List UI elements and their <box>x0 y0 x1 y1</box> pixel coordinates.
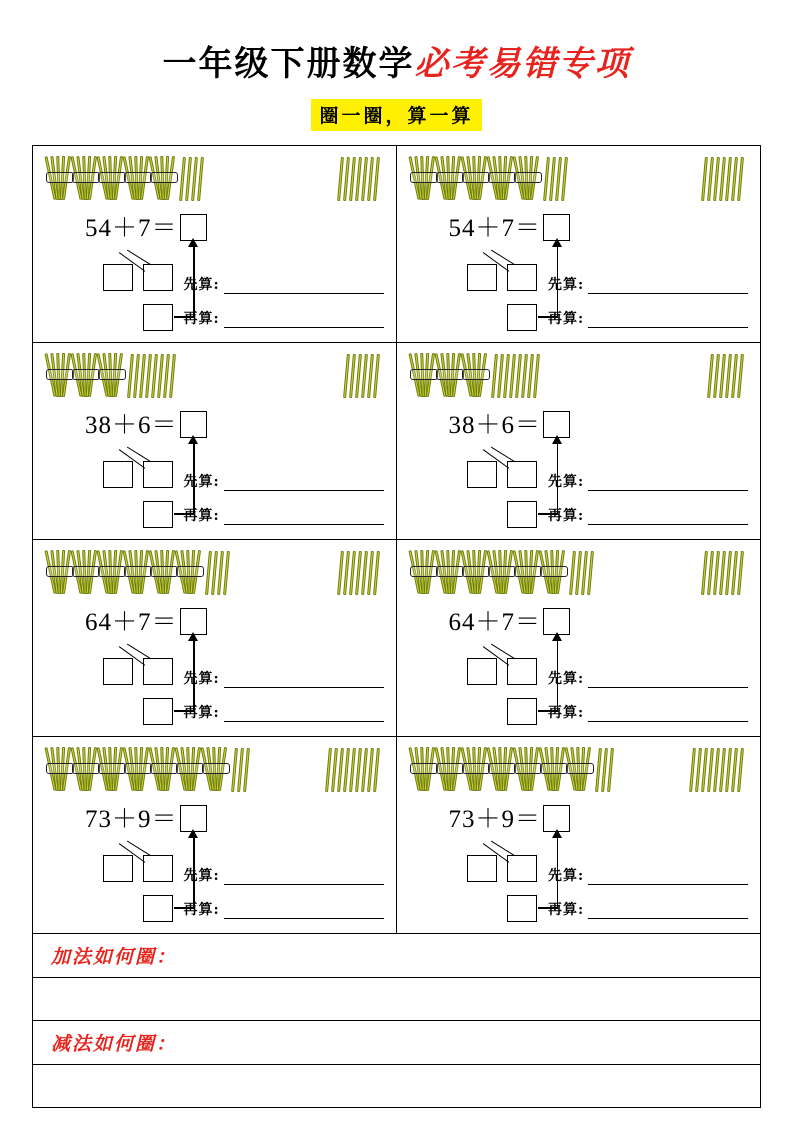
loose-sticks-near <box>207 551 228 595</box>
stick-bundle <box>99 747 124 793</box>
stick-bundle <box>47 353 72 399</box>
stick-bundle <box>177 747 202 793</box>
first-step-label: 先算: <box>548 277 585 293</box>
answer-blanks-3 <box>184 471 384 527</box>
decomp-box-bottom[interactable] <box>507 895 537 922</box>
stick-bundle <box>99 550 124 596</box>
first-step-label: 先算: <box>183 277 220 293</box>
stick-bundle <box>541 550 566 596</box>
decomp-box-bottom[interactable] <box>507 698 537 725</box>
first-step-label: 先算: <box>548 474 585 490</box>
loose-sticks-far <box>691 748 742 792</box>
bundle-group <box>411 353 488 399</box>
bundle-group <box>411 156 540 202</box>
first-step-line <box>548 274 748 294</box>
decomp-box-left[interactable] <box>103 264 133 291</box>
decomp-box-bottom[interactable] <box>143 698 173 725</box>
second-step-label: 再算: <box>183 508 220 524</box>
second-step-input[interactable] <box>588 904 748 919</box>
stick-bundle <box>437 550 462 596</box>
stick-bundle <box>151 747 176 793</box>
second-step-line <box>548 505 748 525</box>
loose-sticks-near <box>129 354 174 398</box>
second-step-label: 再算: <box>548 705 585 721</box>
decomp-box-right[interactable] <box>507 855 537 882</box>
stick-bundle <box>463 550 488 596</box>
sticks-illustration-7 <box>47 745 386 797</box>
equation-text: 64＋7＝ <box>85 609 178 636</box>
answer-blanks-6 <box>548 668 748 724</box>
stick-bundle <box>151 550 176 596</box>
second-step-line <box>548 702 748 722</box>
answer-box[interactable] <box>543 214 570 241</box>
sticks-illustration-8 <box>411 745 751 797</box>
second-step-input[interactable] <box>588 707 748 722</box>
subtitle-area <box>0 99 793 131</box>
stick-bundle <box>489 156 514 202</box>
question-block-subtraction <box>33 1021 760 1107</box>
stick-bundle <box>411 550 436 596</box>
sticks-illustration-4 <box>411 351 751 403</box>
bundle-group <box>47 353 124 399</box>
stick-bundle <box>47 747 72 793</box>
stick-bundle <box>411 747 436 793</box>
first-step-input[interactable] <box>588 870 748 885</box>
stick-bundle <box>541 747 566 793</box>
problem-row <box>33 343 760 540</box>
decomp-box-bottom[interactable] <box>143 501 173 528</box>
decomp-box-left[interactable] <box>467 658 497 685</box>
second-step-label: 再算: <box>548 902 585 918</box>
loose-sticks-far <box>345 354 378 398</box>
question-label-row <box>33 1021 760 1065</box>
decomp-box-left[interactable] <box>467 264 497 291</box>
second-step-line <box>548 308 748 328</box>
answer-box[interactable] <box>180 214 207 241</box>
first-step-line <box>548 668 748 688</box>
decomp-box-right[interactable] <box>143 461 173 488</box>
equation-text: 73＋9＝ <box>448 806 542 833</box>
problem-cell-2 <box>397 146 761 342</box>
decomp-box-left[interactable] <box>467 855 497 882</box>
loose-sticks-far <box>703 157 742 201</box>
first-step-label: 先算: <box>548 671 585 687</box>
stick-bundle <box>463 353 488 399</box>
equation-text: 54＋7＝ <box>85 215 178 242</box>
problem-cell-6 <box>397 540 761 736</box>
stick-bundle <box>463 156 488 202</box>
first-step-input[interactable] <box>224 870 384 885</box>
first-step-line <box>184 865 384 885</box>
second-step-input[interactable] <box>224 510 384 525</box>
problem-cell-8 <box>397 737 761 933</box>
second-step-line <box>184 308 384 328</box>
first-step-input[interactable] <box>588 279 748 294</box>
problem-row <box>33 540 760 737</box>
answer-box[interactable] <box>543 805 570 832</box>
stick-bundle <box>177 550 202 596</box>
stick-bundle <box>515 550 540 596</box>
stick-bundle <box>411 353 436 399</box>
stick-bundle <box>47 550 72 596</box>
answer-box[interactable] <box>180 411 207 438</box>
equation-text: 73＋9＝ <box>85 806 178 833</box>
first-step-input[interactable] <box>224 673 384 688</box>
second-step-label: 再算: <box>183 311 220 327</box>
stick-bundle <box>463 747 488 793</box>
second-step-label: 再算: <box>548 311 585 327</box>
second-step-line <box>184 702 384 722</box>
problem-row <box>33 146 760 343</box>
title-red-part: 必考易错专项 <box>414 44 631 84</box>
answer-blanks-5 <box>184 668 384 724</box>
first-step-input[interactable] <box>224 279 384 294</box>
page-title <box>0 36 793 85</box>
second-step-label: 再算: <box>548 508 585 524</box>
decomp-box-right[interactable] <box>507 658 537 685</box>
problem-cell-5 <box>33 540 397 736</box>
first-step-line <box>184 471 384 491</box>
problem-cell-1 <box>33 146 397 342</box>
answer-blanks-1 <box>184 274 384 330</box>
stick-bundle <box>125 747 150 793</box>
first-step-label: 先算: <box>183 868 220 884</box>
loose-sticks-far <box>703 551 742 595</box>
stick-bundle <box>437 353 462 399</box>
bundle-group <box>411 747 592 793</box>
decomp-box-right[interactable] <box>143 855 173 882</box>
problem-grid <box>32 145 761 1108</box>
stick-bundle <box>73 550 98 596</box>
decomp-box-bottom[interactable] <box>143 304 173 331</box>
answer-box[interactable] <box>180 608 207 635</box>
problem-cell-3 <box>33 343 397 539</box>
stick-bundle <box>489 747 514 793</box>
equation-text: 64＋7＝ <box>448 609 542 636</box>
loose-sticks-far <box>339 551 378 595</box>
loose-sticks-near <box>545 157 566 201</box>
problem-cell-4 <box>397 343 761 539</box>
answer-blanks-8 <box>548 865 748 921</box>
stick-bundle <box>515 156 540 202</box>
bundle-group <box>47 156 176 202</box>
equation-text: 38＋6＝ <box>448 412 542 439</box>
question-label-row <box>33 934 760 978</box>
decomp-box-left[interactable] <box>103 855 133 882</box>
answer-blanks-2 <box>548 274 748 330</box>
first-step-input[interactable] <box>224 476 384 491</box>
loose-sticks-near <box>571 551 592 595</box>
stick-bundle <box>567 747 592 793</box>
question-answer-subtraction[interactable] <box>33 1065 760 1107</box>
second-step-input[interactable] <box>224 707 384 722</box>
problem-cell-7 <box>33 737 397 933</box>
loose-sticks-far <box>709 354 742 398</box>
stick-bundle <box>73 747 98 793</box>
decomp-box-left[interactable] <box>103 658 133 685</box>
stick-bundle <box>73 156 98 202</box>
decomp-box-right[interactable] <box>143 264 173 291</box>
sticks-illustration-6 <box>411 548 751 600</box>
answer-blanks-7 <box>184 865 384 921</box>
stick-bundle <box>47 156 72 202</box>
stick-bundle <box>203 747 228 793</box>
decomp-box-bottom[interactable] <box>507 501 537 528</box>
decomp-box-bottom[interactable] <box>143 895 173 922</box>
stick-bundle <box>437 156 462 202</box>
section-subtitle: 圈一圈，算一算 <box>311 99 481 131</box>
loose-sticks-near <box>493 354 538 398</box>
second-step-label: 再算: <box>183 705 220 721</box>
second-step-input[interactable] <box>588 510 748 525</box>
stick-bundle <box>125 550 150 596</box>
problem-row <box>33 737 760 934</box>
second-step-line <box>184 505 384 525</box>
first-step-label: 先算: <box>183 474 220 490</box>
question-answer-addition[interactable] <box>33 978 760 1020</box>
loose-sticks-far <box>339 157 378 201</box>
second-step-input[interactable] <box>224 313 384 328</box>
loose-sticks-near <box>181 157 202 201</box>
second-step-input[interactable] <box>224 904 384 919</box>
first-step-label: 先算: <box>183 671 220 687</box>
sticks-illustration-2 <box>411 154 751 206</box>
loose-sticks-near <box>597 748 612 792</box>
question-label-subtraction: 减法如何圈： <box>51 1033 178 1055</box>
stick-bundle <box>411 156 436 202</box>
answer-blanks-4 <box>548 471 748 527</box>
decomp-box-left[interactable] <box>467 461 497 488</box>
title-area <box>0 0 793 85</box>
stick-bundle <box>437 747 462 793</box>
equation-text: 54＋7＝ <box>448 215 542 242</box>
equation-text: 38＋6＝ <box>85 412 178 439</box>
decomp-box-right[interactable] <box>507 461 537 488</box>
stick-bundle <box>489 550 514 596</box>
stick-bundle <box>99 353 124 399</box>
decomp-box-right[interactable] <box>143 658 173 685</box>
second-step-label: 再算: <box>183 902 220 918</box>
stick-bundle <box>73 353 98 399</box>
answer-box[interactable] <box>543 411 570 438</box>
decomp-box-right[interactable] <box>507 264 537 291</box>
first-step-line <box>548 865 748 885</box>
answer-box[interactable] <box>543 608 570 635</box>
sticks-illustration-1 <box>47 154 386 206</box>
stick-bundle <box>125 156 150 202</box>
bundle-group <box>47 747 228 793</box>
bundle-group <box>411 550 566 596</box>
sticks-illustration-3 <box>47 351 386 403</box>
first-step-input[interactable] <box>588 476 748 491</box>
second-step-line <box>184 899 384 919</box>
stick-bundle <box>515 747 540 793</box>
first-step-line <box>184 274 384 294</box>
stick-bundle <box>151 156 176 202</box>
question-block-addition <box>33 934 760 1021</box>
decomp-box-left[interactable] <box>103 461 133 488</box>
first-step-input[interactable] <box>588 673 748 688</box>
second-step-line <box>548 899 748 919</box>
loose-sticks-near <box>233 748 248 792</box>
first-step-line <box>548 471 748 491</box>
second-step-input[interactable] <box>588 313 748 328</box>
loose-sticks-far <box>327 748 378 792</box>
answer-box[interactable] <box>180 805 207 832</box>
first-step-line <box>184 668 384 688</box>
bundle-group <box>47 550 202 596</box>
title-black-part: 一年级下册数学 <box>162 44 415 84</box>
question-label-addition: 加法如何圈： <box>51 946 178 968</box>
decomp-box-bottom[interactable] <box>507 304 537 331</box>
stick-bundle <box>99 156 124 202</box>
sticks-illustration-5 <box>47 548 386 600</box>
first-step-label: 先算: <box>548 868 585 884</box>
